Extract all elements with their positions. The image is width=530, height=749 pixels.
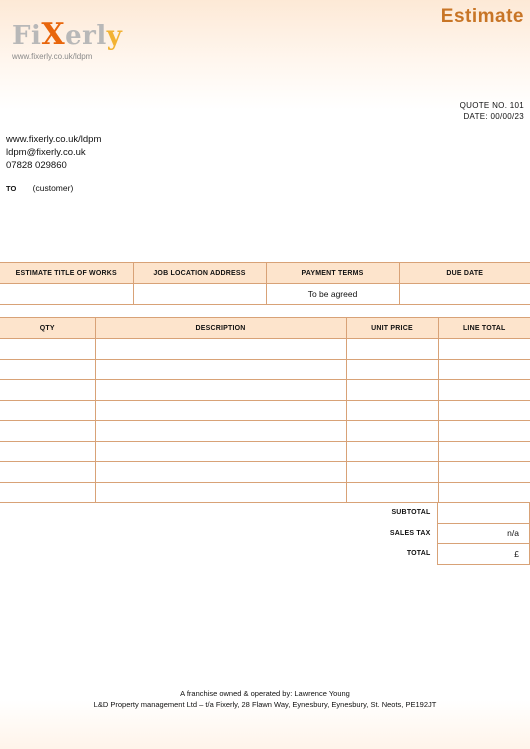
table-row	[0, 482, 530, 503]
unit-price-cell[interactable]	[346, 339, 438, 360]
unit-price-cell[interactable]	[346, 380, 438, 401]
document-title: Estimate	[440, 6, 524, 27]
quote-date: DATE: 00/00/23	[463, 112, 524, 121]
logo-wordmark	[12, 17, 123, 52]
qty-cell[interactable]	[0, 462, 95, 483]
logo-mid: erl	[65, 21, 107, 51]
total-label: TOTAL	[406, 550, 431, 558]
description-cell[interactable]	[95, 482, 346, 503]
cell-due-date[interactable]	[399, 284, 530, 305]
description-cell[interactable]	[95, 462, 346, 483]
header-line-total: LINE TOTAL	[438, 318, 530, 339]
qty-cell[interactable]	[0, 380, 95, 401]
logo-x: X	[41, 17, 66, 52]
line-total-cell[interactable]	[438, 359, 530, 380]
description-cell[interactable]	[95, 421, 346, 442]
contact-website[interactable]: www.fixerly.co.uk/ldpm	[6, 134, 102, 145]
sales-tax-row	[345, 523, 530, 544]
qty-cell[interactable]	[0, 400, 95, 421]
line-total-cell[interactable]	[438, 380, 530, 401]
description-cell[interactable]	[95, 359, 346, 380]
logo-url: www.fixerly.co.uk/ldpm	[12, 52, 93, 61]
subtotal-value[interactable]	[437, 503, 530, 524]
description-cell[interactable]	[95, 400, 346, 421]
job-info-row	[0, 284, 530, 305]
unit-price-cell[interactable]	[346, 359, 438, 380]
logo-suffix: y	[106, 21, 123, 51]
unit-price-cell[interactable]	[346, 482, 438, 503]
table-row	[0, 359, 530, 380]
contact-email[interactable]: ldpm@fixerly.co.uk	[6, 147, 86, 158]
sales-tax-label: SALES TAX	[389, 529, 431, 537]
description-cell[interactable]	[95, 339, 346, 360]
line-total-cell[interactable]	[438, 462, 530, 483]
footer	[0, 688, 530, 710]
line-items-header-row	[0, 318, 530, 339]
line-total-cell[interactable]	[438, 400, 530, 421]
unit-price-cell[interactable]	[346, 400, 438, 421]
qty-cell[interactable]	[0, 339, 95, 360]
job-info-header-row	[0, 263, 530, 284]
header-job-location: JOB LOCATION ADDRESS	[133, 263, 266, 284]
unit-price-cell[interactable]	[346, 421, 438, 442]
line-total-cell[interactable]	[438, 339, 530, 360]
table-row	[0, 380, 530, 401]
line-total-cell[interactable]	[438, 441, 530, 462]
contact-block	[6, 133, 101, 172]
job-info-table	[0, 262, 530, 305]
cell-estimate-title[interactable]	[0, 284, 133, 305]
line-total-cell[interactable]	[438, 482, 530, 503]
qty-cell[interactable]	[0, 359, 95, 380]
logo-prefix: Fi	[12, 21, 42, 51]
total-row	[345, 544, 530, 565]
total-value[interactable]: £	[437, 544, 530, 565]
footer-franchise-line: A franchise owned & operated by: Lawrence Young	[180, 689, 350, 698]
cell-payment-terms[interactable]: To be agreed	[266, 284, 399, 305]
table-row	[0, 462, 530, 483]
recipient-row	[6, 183, 73, 193]
totals-table	[345, 502, 530, 565]
header-payment-terms: PAYMENT TERMS	[266, 263, 399, 284]
header-due-date: DUE DATE	[399, 263, 530, 284]
header-description: DESCRIPTION	[95, 318, 346, 339]
quote-number: QUOTE NO. 101	[459, 101, 524, 110]
footer-address-line: L&D Property management Ltd – t/a Fixerly, 28 Flawn Way, Eynesbury, Eynesbury, St. Neots, PE192JT	[93, 700, 437, 709]
unit-price-cell[interactable]	[346, 441, 438, 462]
cell-job-location[interactable]	[133, 284, 266, 305]
to-label: TO	[6, 184, 17, 193]
qty-cell[interactable]	[0, 421, 95, 442]
contact-phone: 07828 029860	[6, 160, 67, 171]
header-estimate-title: ESTIMATE TITLE OF WORKS	[0, 263, 133, 284]
sales-tax-value[interactable]: n/a	[437, 523, 530, 544]
table-row	[0, 441, 530, 462]
table-row	[0, 421, 530, 442]
subtotal-row	[345, 503, 530, 524]
table-row	[0, 400, 530, 421]
subtotal-label: SUBTOTAL	[391, 509, 431, 517]
header-unit-price: UNIT PRICE	[346, 318, 438, 339]
line-total-cell[interactable]	[438, 421, 530, 442]
header-qty: QTY	[0, 318, 95, 339]
customer-field[interactable]: (customer)	[32, 183, 74, 193]
qty-cell[interactable]	[0, 482, 95, 503]
fixerly-logo	[12, 17, 123, 65]
line-items-table	[0, 317, 530, 503]
description-cell[interactable]	[95, 441, 346, 462]
unit-price-cell[interactable]	[346, 462, 438, 483]
quote-meta	[460, 100, 524, 122]
qty-cell[interactable]	[0, 441, 95, 462]
description-cell[interactable]	[95, 380, 346, 401]
table-row	[0, 339, 530, 360]
